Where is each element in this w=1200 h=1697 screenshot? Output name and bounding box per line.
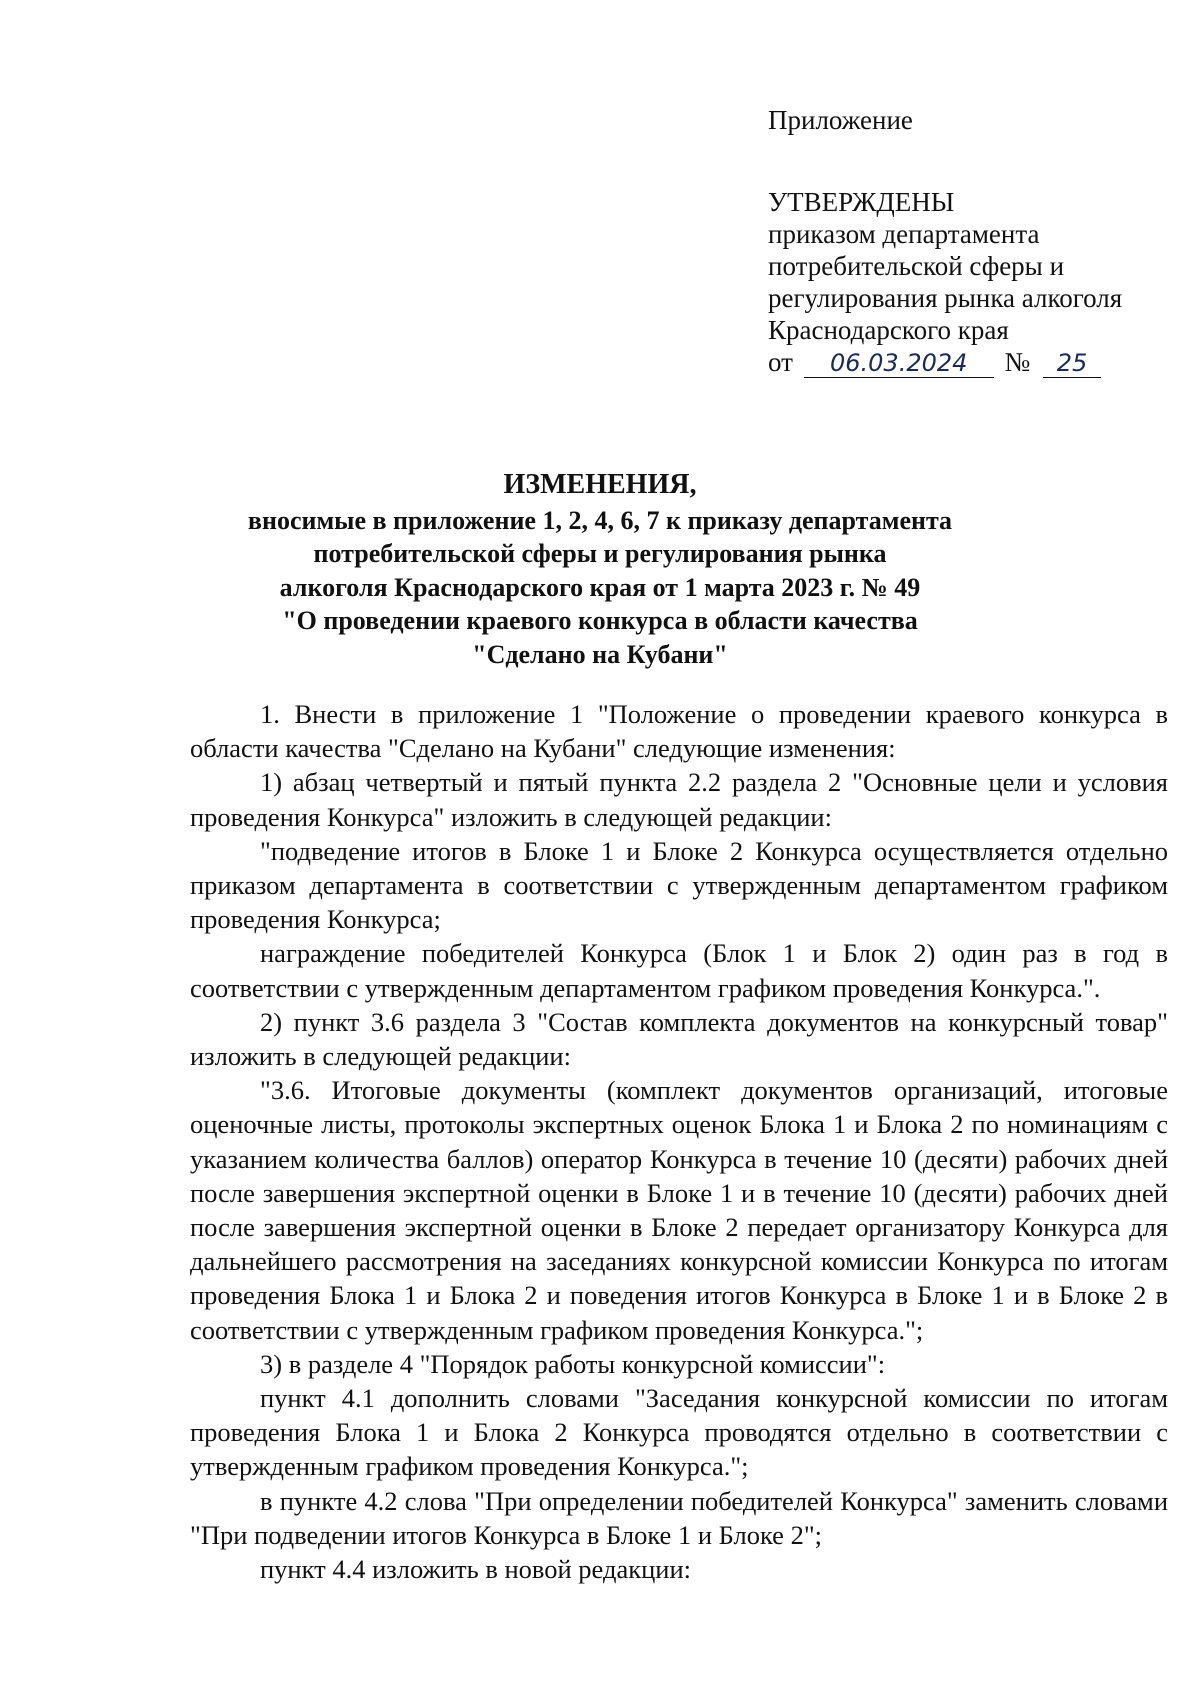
paragraph: 2) пункт 3.6 раздела 3 "Состав комплекта документов на конкурсный товар" изложить в следующей редакции: — [190, 1006, 1168, 1072]
document-body — [190, 697, 1168, 1586]
paragraph: "3.6. Итоговые документы (комплект документов организаций, итоговые оценочные листы, протоколы экспертных оценок Блока 1 и Блока 2 по номинациям с указанием количества баллов) оператор Конкурса в течение 10 (десяти) рабочих дней после завершения экспертной оценки в Блоке 1 и в течение 10 (десяти) рабочих дней после завершения экспертной оценки в Блоке 2 передает организатору Конкурса для дальнейшего рассмотрения на заседаниях конкурсной комиссии Конкурса по итогам проведения Блока 1 и Блока 2 и поведения итогов Конкурса в Блоке 1 и в Блоке 2 в соответствии с утвержденным графиком проведения Конкурса."; — [190, 1075, 1168, 1345]
handwritten-number: 25 — [1043, 349, 1101, 378]
approval-line: Краснодарского края — [768, 315, 1009, 345]
title-line: "О проведении краевого конкурса в области качества — [282, 606, 918, 635]
date-prefix: от — [768, 347, 793, 377]
paragraph: пункт 4.4 изложить в новой редакции: — [260, 1554, 691, 1585]
appendix-label: Приложение — [768, 105, 913, 135]
title-line: потребительской сферы и регулирования рынка — [313, 539, 887, 568]
handwritten-date: 06.03.2024 — [804, 349, 994, 378]
paragraph: 1. Внести в приложение 1 "Положение о проведении краевого конкурса в области качества "Сделано на Кубани" следующие изменения: — [190, 699, 1168, 764]
number-prefix: № — [1004, 347, 1031, 377]
approval-line: потребительской сферы и — [768, 251, 1065, 281]
document-title — [180, 468, 1020, 671]
approval-line: приказом департамента — [768, 219, 1040, 249]
paragraph: пункт 4.1 дополнить словами "Заседания конкурсной комиссии по итогам проведения Блока 1 и Блока 2 Конкурса проводятся отдельно в соответствии с утвержденным графиком проведения Конкурса."; — [190, 1383, 1168, 1482]
paragraph: 3) в разделе 4 "Порядок работы конкурсной комиссии": — [260, 1348, 886, 1379]
title-line: алкоголя Краснодарского края от 1 марта 2023 г. № 49 — [279, 572, 921, 602]
approval-block — [768, 104, 1168, 378]
date-number-line — [768, 346, 1168, 378]
paragraph: награждение победителей Конкурса (Блок 1 и Блок 2) один раз в год в соответствии с утвержденным департаментом графиком проведения Конкурса.". — [190, 938, 1168, 1003]
title-main: ИЗМЕНЕНИЯ, — [503, 469, 697, 500]
title-line: вносимые в приложение 1, 2, 4, 6, 7 к приказу департамента — [247, 505, 953, 535]
paragraph: "подведение итогов в Блоке 1 и Блоке 2 Конкурса осуществляется отдельно приказом департамента в соответствии с утвержденным департаментом графиком проведения Конкурса; — [190, 835, 1168, 935]
paragraph: в пункте 4.2 слова "При определении победителей Конкурса" заменить словами "При подведении итогов Конкурса в Блоке 1 и Блоке 2"; — [190, 1485, 1168, 1550]
paragraph: 1) абзац четвертый и пятый пункта 2.2 раздела 2 "Основные цели и условия проведения Конкурса" изложить в следующей редакции: — [190, 767, 1168, 832]
approved-label: УТВЕРЖДЕНЫ — [768, 187, 955, 217]
approval-line: регулирования рынка алкоголя — [768, 283, 1123, 313]
title-line: "Сделано на Кубани" — [472, 639, 728, 669]
